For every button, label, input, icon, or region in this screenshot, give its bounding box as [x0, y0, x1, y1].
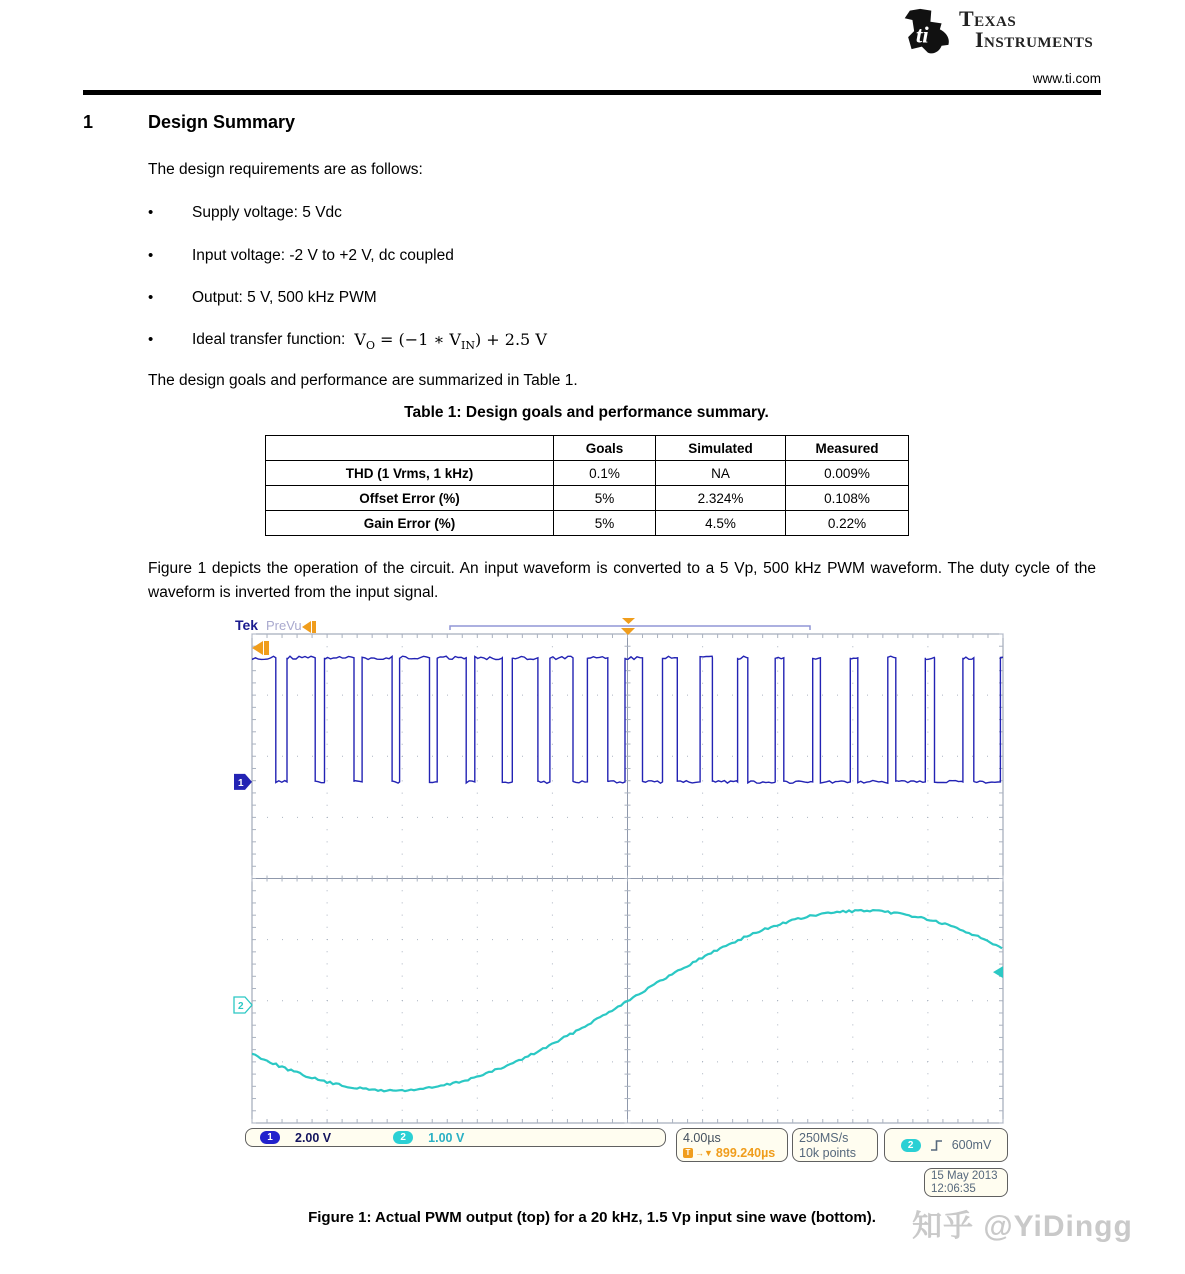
trigger-delay-readout — [683, 1146, 787, 1160]
bullet-text: Output: 5 V, 500 kHz PWM — [192, 289, 377, 306]
svg-text:2: 2 — [238, 1001, 244, 1012]
bullet-icon: • — [148, 331, 154, 348]
tek-logo: Tek — [235, 617, 259, 633]
timebase-value: 4.00µs — [683, 1131, 721, 1145]
row-label: Offset Error (%) — [266, 486, 554, 511]
section-title: Design Summary — [148, 112, 296, 132]
ch2-ground-marker — [234, 997, 252, 1013]
scope-date: 15 May 2013 — [931, 1170, 998, 1182]
ti-url-link[interactable]: www.ti.com — [1032, 71, 1101, 86]
waveform-start-icon — [252, 641, 269, 655]
header-cell-measured: Measured — [786, 436, 909, 461]
ti-brand-bottom: Instruments — [975, 27, 1094, 52]
bullet-icon: • — [148, 204, 154, 221]
ti-brand-top: Texas — [959, 6, 1017, 31]
ch2-badge: 2 — [393, 1131, 413, 1144]
row-label: Gain Error (%) — [266, 511, 554, 536]
figure-paragraph: Figure 1 depicts the operation of the circuit. An input waveform is converted to a 5 Vp, 500 kHz PWM waveform. The duty cycle of the waveform is inverted from the input signal. — [148, 560, 1096, 601]
timebase-readout — [676, 1128, 788, 1162]
svg-text:1: 1 — [238, 777, 244, 789]
trigger-level-arrow — [993, 966, 1003, 978]
ch1-badge: 1 — [260, 1131, 280, 1144]
table-title: Table 1: Design goals and performance summary. — [404, 404, 769, 421]
table-cell: 5% — [554, 511, 656, 536]
bullet-icon: • — [148, 289, 154, 306]
trigger-position-marker-icon — [622, 618, 635, 624]
ti-logo-text — [959, 8, 1093, 50]
bullet-text: Supply voltage: 5 Vdc — [192, 204, 342, 221]
table-cell: 4.5% — [656, 511, 786, 536]
row-label: THD (1 Vrms, 1 kHz) — [266, 461, 554, 486]
table-row — [266, 461, 909, 486]
header-cell-goals: Goals — [554, 436, 656, 461]
table-row — [266, 511, 909, 536]
bullet-icon: • — [148, 247, 154, 264]
table-row — [266, 486, 909, 511]
table-cell: 0.1% — [554, 461, 656, 486]
table-cell: 0.009% — [786, 461, 909, 486]
trigger-source-badge: 2 — [901, 1139, 921, 1152]
transfer-function-formula: $V_O = (-1$ ∗ $V_{IN}) + 2.5$ V — [354, 330, 547, 353]
table-cell: 2.324% — [656, 486, 786, 511]
table-cell: 0.22% — [786, 511, 909, 536]
trigger-readout — [884, 1128, 1008, 1162]
scope-time: 12:06:35 — [931, 1183, 976, 1195]
rising-edge-icon — [930, 1139, 943, 1152]
table-cell: NA — [656, 461, 786, 486]
scope-display — [232, 616, 1010, 1128]
delay-arrows-icon: →▼ — [695, 1148, 713, 1158]
header-rule — [83, 90, 1101, 95]
sample-rate: 250MS/s — [799, 1131, 849, 1145]
design-goals-table — [265, 435, 909, 536]
acquisition-readout — [792, 1128, 878, 1162]
bullet-item — [148, 201, 342, 224]
header-cell-simulated: Simulated — [656, 436, 786, 461]
ti-logo — [901, 8, 1093, 56]
record-length: 10k points — [799, 1146, 856, 1160]
transfer-function-label: Ideal transfer function: — [192, 331, 346, 348]
oscilloscope-screenshot — [232, 616, 1010, 1198]
table-header-row — [266, 436, 909, 461]
table-cell: 0.108% — [786, 486, 909, 511]
trigger-t-icon: T — [683, 1148, 693, 1158]
goals-note-paragraph: The design goals and performance are summarized in Table 1. — [148, 372, 578, 389]
table-cell: 5% — [554, 486, 656, 511]
record-position-icon — [302, 621, 316, 633]
datetime-readout — [924, 1168, 1008, 1197]
prevu-label: PreVu — [266, 618, 302, 633]
intro-paragraph: The design requirements are as follows: — [148, 161, 423, 178]
ch1-ground-marker — [234, 774, 252, 790]
delay-value: 899.240µs — [715, 1146, 776, 1160]
trigger-level: 600mV — [951, 1138, 992, 1152]
section-number: 1 — [83, 112, 94, 132]
design-goals-table-block — [265, 404, 908, 536]
scope-graticule — [252, 634, 1003, 1123]
bullet-text: Input voltage: -2 V to +2 V, dc coupled — [192, 247, 454, 264]
bullet-item-transfer-function — [148, 328, 547, 357]
bullet-item — [148, 244, 454, 267]
ch1-scale: 2.00 V — [295, 1130, 332, 1145]
ti-texas-mark-icon — [901, 8, 953, 56]
watermark: 知乎 @YiDingg — [912, 1210, 1133, 1243]
bullet-item — [148, 286, 377, 309]
ch2-scale: 1.00 V — [428, 1130, 465, 1145]
channel-scale-readout — [245, 1128, 666, 1147]
figure-caption: Figure 1: Actual PWM output (top) for a 20 kHz, 1.5 Vp input sine wave (bottom). — [308, 1209, 876, 1226]
svg-text:ti: ti — [915, 22, 929, 49]
header-cell-blank — [266, 436, 554, 461]
